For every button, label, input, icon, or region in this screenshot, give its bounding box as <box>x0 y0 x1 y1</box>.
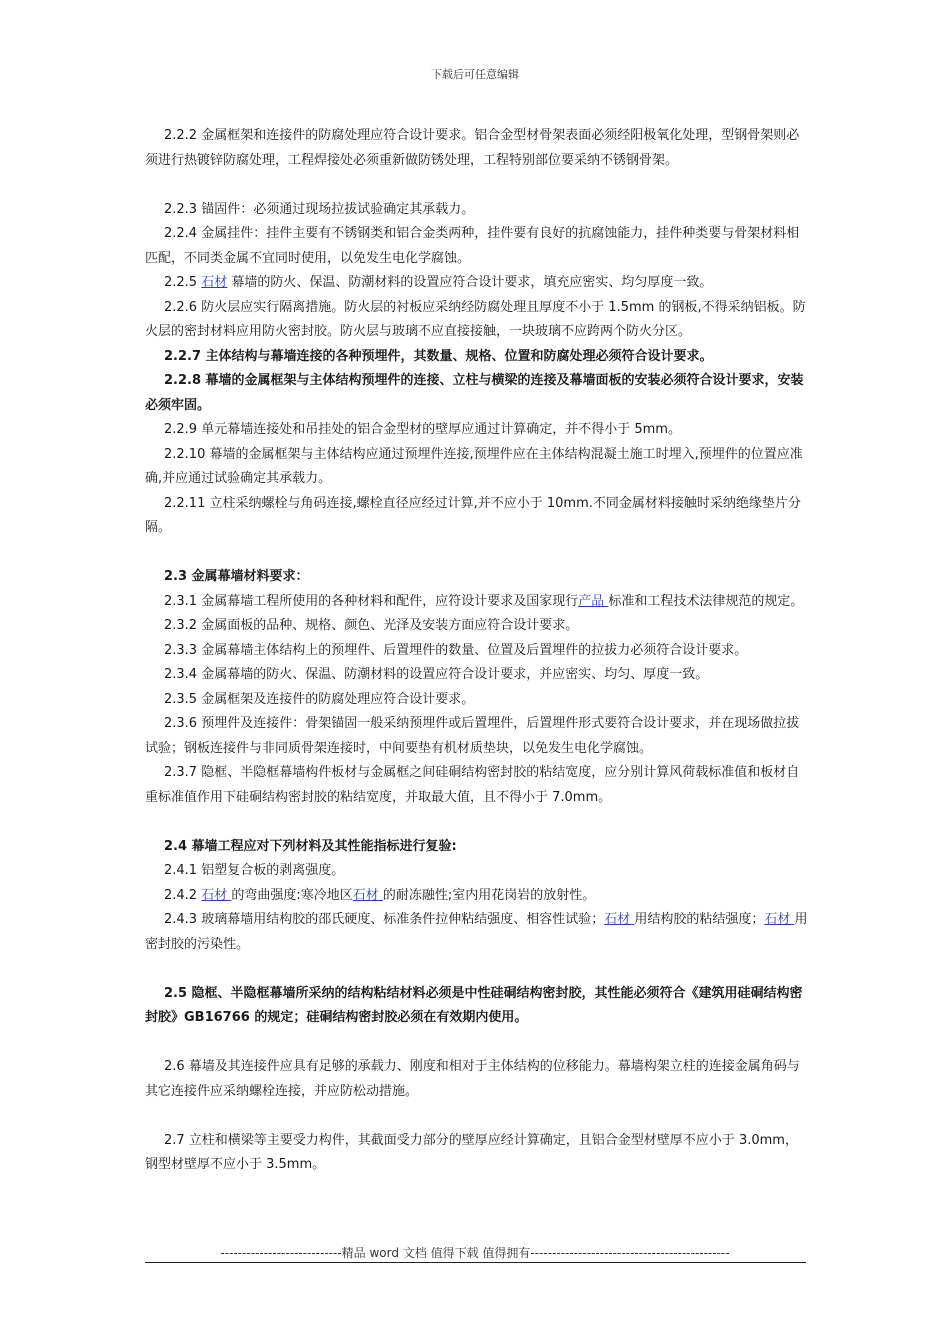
clause-text: 2.3.1 金属幕墙工程所使用的各种材料和配件，应符设计要求及国家现行 <box>164 593 579 609</box>
clause-2-3-4: 2.3.4 金属幕墙的防火、保温、防潮材料的设置应符合设计要求，并应密实、均匀、厚度一致。 <box>164 667 709 682</box>
clause-2-2-3: 2.2.3 锚固件：必须通过现场拉拔试验确定其承载力。 <box>164 201 475 217</box>
clause-2-2-6: 2.2.6 防火层应实行隔离措施。防火层的衬板应采纳经防腐处理且厚度不小于 1.5mm 的钢板,不得采纳铝板。防火层的密封材料应用防火密封胶。防火层与玻璃不应直接接触，一块玻璃不应跨两个防火分区。 <box>145 299 806 339</box>
stone-link[interactable]: 石材 <box>764 912 795 927</box>
clause-2-4-2 <box>145 884 810 909</box>
clause-text: 的弯曲强度:寒冷地区 <box>231 887 353 903</box>
section-2-5: 2.5 隐框、半隐框幕墙所采纳的结构粘结材料必须是中性硅硐结构密封胶，其性能必须符合《建筑用硅硐结构密封胶》GB16766 的规定；硅硐结构密封胶必须在有效期内使用。 <box>145 985 803 1025</box>
clause-2-2-11: 2.2.11 立柱采纳螺栓与角码连接,螺栓直径应经过计算,并不应小于 10mm.不同金属材料接触时采纳绝缘垫片分隔。 <box>145 495 801 535</box>
clause-text: 2.4.2 <box>164 887 202 903</box>
section-2-7: 2.7 立柱和横梁等主要受力构件，其截面受力部分的壁厚应经计算确定，且铝合金型材壁厚不应小于 3.0mm，钢型材壁厚不应小于 3.5mm。 <box>145 1132 798 1172</box>
clause-2-2-2: 2.2.2 金属框架和连接件的防腐处理应符合设计要求。铝合金型材骨架表面必须经阳极氧化处理，型钢骨架则必须进行热镀锌防腐处理，工程焊接处必须重新做防锈处理，工程特别部位要采纳不锈钢骨架。 <box>145 128 800 168</box>
clause-2-3-7: 2.3.7 隐框、半隐框幕墙构件板材与金属框之间硅硐结构密封胶的粘结宽度，应分别计算风荷载标准值和板材自重标准值作用下硅硐结构密封胶的粘结宽度，并取最大值，且不得小于 7.0mm。 <box>145 765 800 805</box>
clause-text: 用密封胶的污染性。 <box>145 912 808 952</box>
document-body <box>145 124 810 1178</box>
clause-2-3-6: 2.3.6 预埋件及连接件：骨架锚固一般采纳预埋件或后置埋件，后置埋件形式要符合设计要求，并在现场做拉拔试验；钢板连接件与非同质骨架连接时，中间要垫有机材质垫块，以免发生电化学腐蚀。 <box>145 716 800 756</box>
clause-2-2-4: 2.2.4 金属挂件：挂件主要有不锈钢类和铝合金类两种，挂件要有良好的抗腐蚀能力，挂件种类要与骨架材料相匹配，不同类金属不宜同时使用，以免发生电化学腐蚀。 <box>145 226 800 266</box>
clause-2-3-3: 2.3.3 金属幕墙主体结构上的预埋件、后置埋件的数量、位置及后置埋件的拉拔力必须符合设计要求。 <box>164 642 748 658</box>
page-footer: ----------------------------精品 word 文档 值得下载 值得拥有---------------------------------------------- <box>220 1246 730 1260</box>
clause-2-3-5: 2.3.5 金属框架及连接件的防腐处理应符合设计要求。 <box>164 691 475 707</box>
clause-text: 幕墙的防火、保温、防潮材料的设置应符合设计要求，填充应密实、均匀厚度一致。 <box>227 275 713 290</box>
section-2-6: 2.6 幕墙及其连接件应具有足够的承载力、刚度和相对于主体结构的位移能力。幕墙构架立柱的连接金属角码与其它连接件应采纳螺栓连接，并应防松动措施。 <box>145 1059 800 1099</box>
stone-link[interactable]: 石材 <box>201 887 232 903</box>
section-2-3-heading: 2.3 金属幕墙材料要求： <box>164 569 309 584</box>
stone-link[interactable]: 石材 <box>352 887 383 903</box>
clause-text: 2.2.5 <box>164 275 202 290</box>
clause-2-2-8: 2.2.8 幕墙的金属框架与主体结构预埋件的连接、立柱与横梁的连接及幕墙面板的安装必须符合设计要求，安装必须牢固。 <box>145 373 804 413</box>
page-header: 下载后可任意编辑 <box>431 68 519 81</box>
clause-text: 的耐冻融性;室内用花岗岩的放射性。 <box>382 887 596 903</box>
clause-2-3-1 <box>145 590 810 615</box>
section-2-4-heading: 2.4 幕墙工程应对下列材料及其性能指标进行复验: <box>164 838 457 854</box>
clause-text: 用结构胶的粘结强度； <box>634 912 765 927</box>
footer-rule <box>145 1262 806 1263</box>
product-link[interactable]: 产品 <box>578 593 609 609</box>
stone-link[interactable]: 石材 <box>604 912 635 927</box>
clause-2-2-10: 2.2.10 幕墙的金属框架与主体结构应通过预埋件连接,预埋件应在主体结构混凝土施工时埋入,预埋件的位置应准确,并应通过试验确定其承载力。 <box>145 446 803 486</box>
clause-2-4-3 <box>145 908 810 957</box>
clause-2-2-7: 2.2.7 主体结构与幕墙连接的各种预埋件，其数量、规格、位置和防腐处理必须符合设计要求。 <box>164 348 713 364</box>
clause-2-3-2: 2.3.2 金属面板的品种、规格、颜色、光泽及安装方面应符合设计要求。 <box>164 618 579 633</box>
stone-link[interactable]: 石材 <box>201 275 228 290</box>
clause-text: 标准和工程技术法律规范的规定。 <box>608 593 804 609</box>
clause-2-4-1: 2.4.1 铝塑复合板的剥离强度。 <box>164 863 345 878</box>
clause-2-2-5 <box>145 271 810 296</box>
clause-2-2-9: 2.2.9 单元幕墙连接处和吊挂处的铝合金型材的壁厚应通过计算确定，并不得小于 5mm。 <box>164 422 681 437</box>
clause-text: 2.4.3 玻璃幕墙用结构胶的邵氏硬度、标准条件拉伸粘结强度、相容性试验； <box>164 912 605 927</box>
